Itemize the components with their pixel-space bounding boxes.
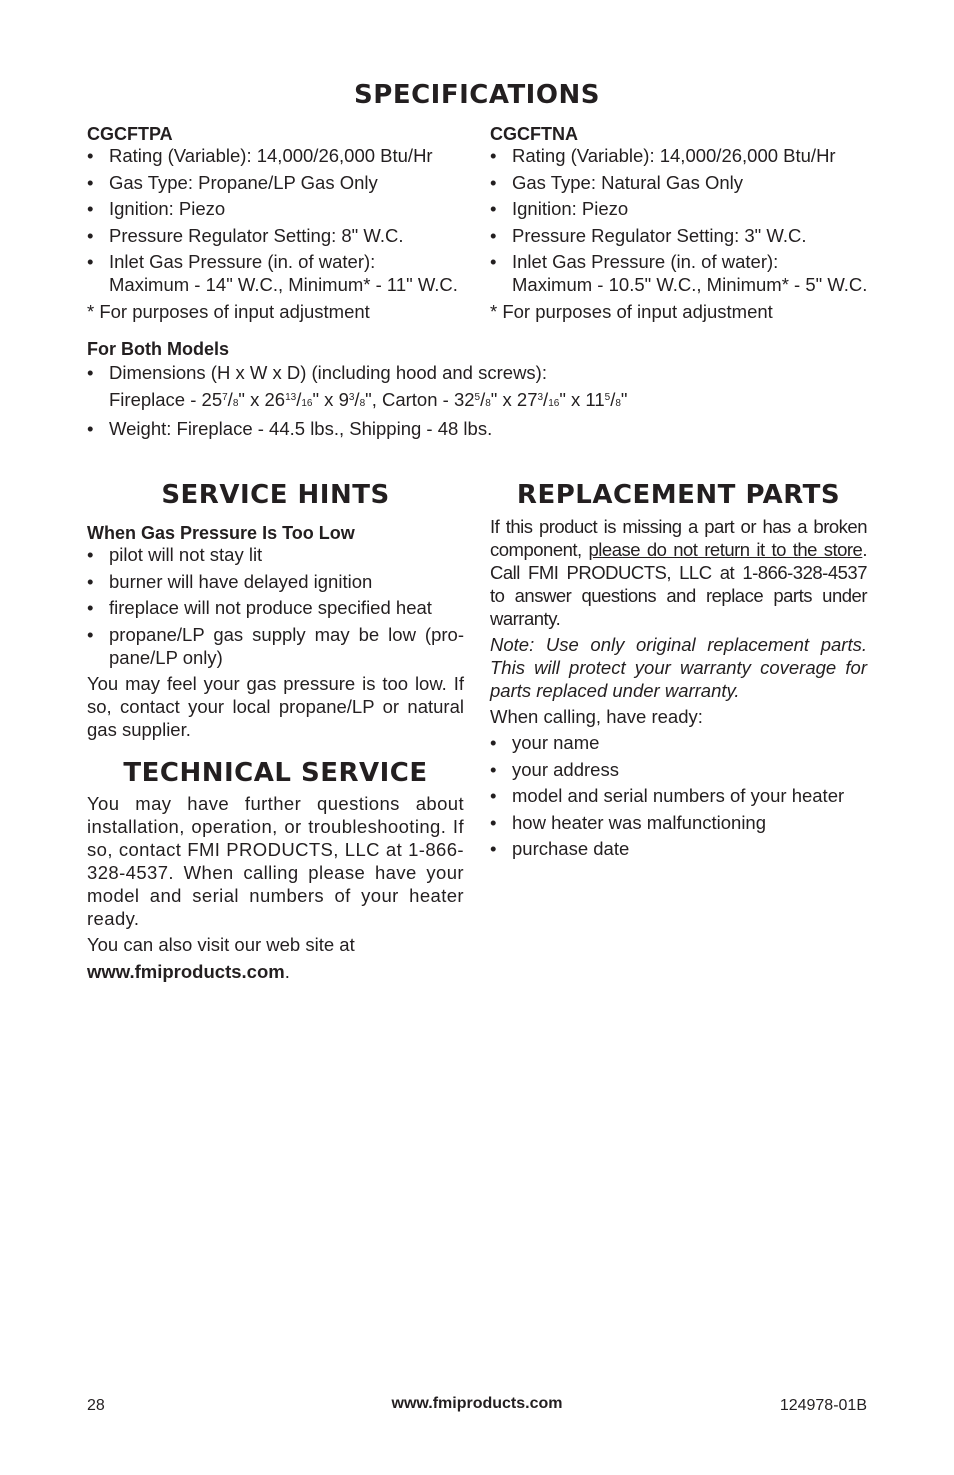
model-name: CGCFTNA	[490, 124, 578, 144]
spec-cgcftna	[490, 124, 880, 323]
spec-list	[87, 144, 472, 296]
both-models-title: For Both Models	[87, 339, 229, 359]
spec-list	[490, 144, 880, 296]
service-hints-section	[87, 523, 464, 741]
replacement-list	[490, 731, 867, 860]
website-line: www.fmiproducts.com.	[87, 961, 290, 982]
replacement-parts-section	[490, 515, 867, 864]
list-item: • model and serial numbers of your heater	[490, 784, 867, 807]
visit-text: You can also visit our web site at	[87, 934, 355, 955]
list-item: • Gas Type: Propane/LP Gas Only	[87, 171, 472, 194]
replacement-note: Note: Use only original replacement parts. This will protect your warranty coverage for parts replaced under warranty.	[490, 634, 867, 701]
list-item	[87, 359, 887, 413]
service-hints-heading: SERVICE HINTS	[161, 480, 390, 510]
when-calling-text: When calling, have ready:	[490, 706, 703, 727]
list-item: • pilot will not stay lit	[87, 543, 464, 566]
list-item: • burner will have delayed ignition	[87, 570, 464, 593]
document-number: 124978-01B	[779, 1397, 867, 1414]
list-item: • Pressure Regulator Setting: 8" W.C.	[87, 224, 472, 247]
do-not-return-notice: please do not return it to the store	[588, 539, 863, 560]
footnote: * For purposes of input adjustment	[87, 300, 370, 322]
footnote: * For purposes of input adjustment	[490, 300, 773, 322]
list-item: • Rating (Variable): 14,000/26,000 Btu/Hr	[490, 144, 880, 167]
list-item: • your address	[490, 758, 867, 781]
technical-service-paragraph: You may have further questions about installation, operation, or troubleshooting. If so, contact FMI PRODUCTS, LLC at 1-866-328-4537. When calling please have your model and serial numbers of your heater ready.	[87, 793, 464, 929]
replacement-paragraph: If this product is missing a part or has a broken component, please do not return it to the store. Call FMI PRODUCTS, LLC at 1-866-328-4537 to answer questions and replace parts under warranty.	[490, 516, 867, 629]
list-item: • fireplace will not produce specified heat	[87, 596, 464, 619]
spec-list	[87, 359, 887, 440]
replacement-parts-heading: REPLACEMENT PARTS	[516, 480, 841, 510]
specifications-heading: SPECIFICATIONS	[354, 80, 600, 110]
page-number: 28	[87, 1397, 105, 1414]
dimensions-line2: Fireplace - $25^7/8$" x $26^{13}/16$" x $9^3/8$", Carton - $32^5/8$" x $27^3/16$" x $11^5/8$"	[109, 389, 628, 410]
model-name: CGCFTPA	[87, 124, 173, 144]
dimensions-line1: Dimensions (H x W x D) (including hood and screws):	[109, 362, 547, 383]
service-hints-subheading: When Gas Pressure Is Too Low	[87, 523, 355, 543]
footer-website[interactable]: www.fmiproducts.com	[391, 1395, 563, 1412]
website-link[interactable]: www.fmiproducts.com	[87, 961, 285, 982]
service-hints-list	[87, 543, 464, 669]
list-item: • your name	[490, 731, 867, 754]
list-item	[87, 250, 472, 296]
inlet-line2: Maximum - 10.5" W.C., Minimum* - 5" W.C.	[512, 274, 868, 296]
service-hints-paragraph: You may feel your gas pressure is too low. If so, contact your local propane/LP or natural gas supplier.	[87, 673, 464, 741]
technical-service-section	[87, 792, 464, 983]
list-item: • Pressure Regulator Setting: 3" W.C.	[490, 224, 880, 247]
list-item: • Ignition: Piezo	[87, 197, 472, 220]
inlet-line1: Inlet Gas Pressure (in. of water):	[109, 251, 376, 273]
spec-cgcftpa	[87, 124, 472, 323]
list-item: • Weight: Fireplace - 44.5 lbs., Shipping - 48 lbs.	[87, 417, 887, 440]
list-item: • purchase date	[490, 837, 867, 860]
spec-both-models	[87, 339, 887, 443]
list-item: • Rating (Variable): 14,000/26,000 Btu/Hr	[87, 144, 472, 167]
list-item	[490, 250, 880, 296]
list-item: • propane/LP gas supply may be low (pro-pane/LP only)	[87, 623, 464, 669]
list-item: • how heater was malfunctioning	[490, 811, 867, 834]
technical-service-heading: TECHNICAL SERVICE	[123, 758, 428, 788]
inlet-line2: Maximum - 14" W.C., Minimum* - 11" W.C.	[109, 274, 458, 296]
inlet-line1: Inlet Gas Pressure (in. of water):	[512, 251, 779, 273]
list-item: • Ignition: Piezo	[490, 197, 880, 220]
list-item: • Gas Type: Natural Gas Only	[490, 171, 880, 194]
